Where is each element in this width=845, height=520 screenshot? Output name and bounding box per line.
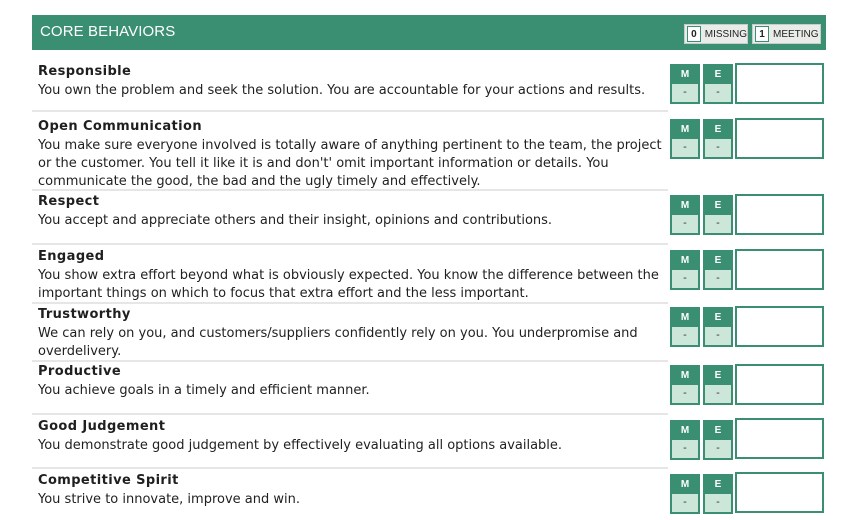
e-rating-value[interactable]: -: [703, 215, 733, 235]
m-rating-value[interactable]: -: [670, 385, 700, 405]
e-rating-value[interactable]: -: [703, 84, 733, 104]
comment-box[interactable]: [735, 472, 824, 513]
m-rating-header: M: [670, 250, 700, 270]
comment-box[interactable]: [735, 249, 824, 290]
comment-box[interactable]: [735, 194, 824, 235]
row-divider: [32, 413, 668, 415]
missing-count-badge: [684, 24, 748, 44]
behavior-title: Competitive Spirit: [38, 473, 179, 488]
m-rating-header: M: [670, 307, 700, 327]
m-rating-header: M: [670, 64, 700, 84]
row-divider: [32, 360, 668, 362]
m-rating-value[interactable]: -: [670, 494, 700, 514]
e-rating-header: E: [703, 365, 733, 385]
comment-box[interactable]: [735, 364, 824, 405]
comment-box[interactable]: [735, 418, 824, 459]
m-rating-value[interactable]: -: [670, 270, 700, 290]
e-rating-value[interactable]: -: [703, 440, 733, 460]
m-rating-value[interactable]: -: [670, 440, 700, 460]
e-rating-header: E: [703, 119, 733, 139]
behavior-description: You own the problem and seek the solution. You are accountable for your actions and results.: [38, 83, 646, 98]
behavior-title: Productive: [38, 364, 122, 379]
e-rating-header: E: [703, 307, 733, 327]
e-rating-header: E: [703, 474, 733, 494]
behavior-title: Open Communication: [38, 119, 203, 134]
behavior-title: Good Judgement: [38, 419, 166, 434]
m-rating-header: M: [670, 119, 700, 139]
core-behaviors-header: [32, 15, 826, 50]
behavior-description: We can rely on you, and customers/suppliers confidently rely on you. You underpromise and overdelivery.: [38, 326, 638, 359]
row-divider: [32, 467, 668, 469]
e-rating-header: E: [703, 195, 733, 215]
missing-label: MISSING: [704, 28, 747, 40]
row-divider: [32, 110, 668, 112]
e-rating-value[interactable]: -: [703, 327, 733, 347]
behavior-description: You make sure everyone involved is totally aware of anything pertinent to the team, the project or the customer. You tell it like it is and don't' omit important information or details. You communicate the good, the bad and the ugly timely and effectively.: [38, 138, 662, 189]
behavior-title: Engaged: [38, 249, 105, 264]
e-rating-header: E: [703, 64, 733, 84]
comment-box[interactable]: [735, 306, 824, 347]
row-divider: [32, 302, 668, 304]
comment-box[interactable]: [735, 118, 824, 159]
m-rating-value[interactable]: -: [670, 84, 700, 104]
missing-count: 0: [687, 26, 701, 42]
m-rating-value[interactable]: -: [670, 327, 700, 347]
behavior-description: You accept and appreciate others and their insight, opinions and contributions.: [38, 213, 553, 228]
comment-box[interactable]: [735, 63, 824, 104]
row-divider: [32, 243, 668, 245]
behavior-title: Responsible: [38, 64, 132, 79]
behavior-description: You demonstrate good judgement by effectively evaluating all options available.: [38, 438, 563, 453]
e-rating-header: E: [703, 420, 733, 440]
behavior-description: You show extra effort beyond what is obviously expected. You know the difference between the important things on which to focus that extra effort and the less important.: [38, 268, 659, 301]
behavior-title: Trustworthy: [38, 307, 131, 322]
behavior-description: You strive to innovate, improve and win.: [38, 492, 301, 507]
e-rating-header: E: [703, 250, 733, 270]
m-rating-value[interactable]: -: [670, 215, 700, 235]
m-rating-header: M: [670, 420, 700, 440]
m-rating-header: M: [670, 195, 700, 215]
section-title: CORE BEHAVIORS: [40, 23, 176, 40]
m-rating-header: M: [670, 474, 700, 494]
e-rating-value[interactable]: -: [703, 494, 733, 514]
m-rating-header: M: [670, 365, 700, 385]
m-rating-value[interactable]: -: [670, 139, 700, 159]
meeting-count-badge: [752, 24, 821, 44]
row-divider: [32, 189, 668, 191]
e-rating-value[interactable]: -: [703, 385, 733, 405]
behavior-description: You achieve goals in a timely and efficient manner.: [38, 383, 370, 398]
e-rating-value[interactable]: -: [703, 139, 733, 159]
meeting-label: MEETING: [773, 28, 819, 40]
behavior-title: Respect: [38, 194, 100, 209]
meeting-count: 1: [755, 26, 769, 42]
e-rating-value[interactable]: -: [703, 270, 733, 290]
